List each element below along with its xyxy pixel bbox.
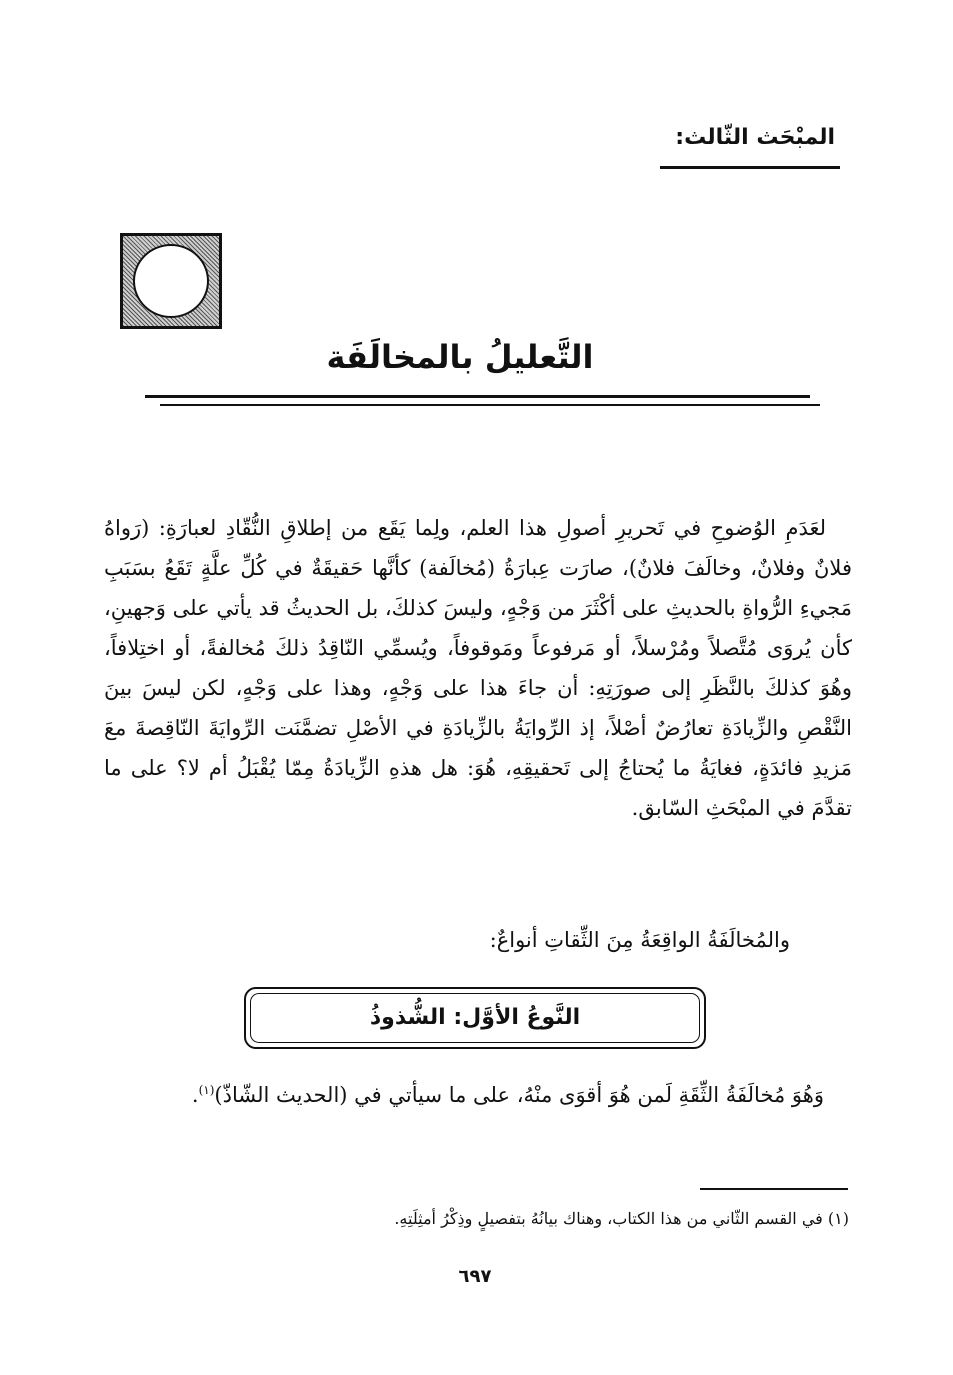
section-label: المبْحَث الثّالث: (675, 125, 835, 150)
footnote-rule (700, 1188, 848, 1190)
title-rule-thin (160, 404, 820, 406)
types-intro: والمُخالَفَةُ الواقِعَةُ مِنَ الثِّقاتِ أنواعٌ: (489, 928, 790, 952)
type-heading: النَّوعُ الأوَّل: الشُّذوذُ (369, 1005, 581, 1030)
footnote: (١) في القسم الثّاني من هذا الكتاب، وهناك بيانُهُ بتفصيلٍ وذِكْرُ أمثِلَتِهِ. (394, 1209, 849, 1228)
page-number: ٦٩٧ (458, 1266, 492, 1287)
shudhudh-definition (104, 1070, 852, 1115)
chapter-title: التَّعليلُ بالمخالَفَة (326, 338, 594, 376)
intro-paragraph: لعَدَمِ الوُضوحِ في تَحريرِ أصولِ هذا العلم، ولِما يَقَع من إطلاقِ النُّقّادِ لعبارَةِ: (رَواهُ فلانٌ وفلانٌ، وخالَفَ فلانٌ)، صارَت عِبارَةُ (مُخالَفة) كأنَّها حَقيقَةٌ في كُلِّ علَّةٍ تَقَعُ بسَبَبِ مَجيءِ الرُّواةِ بالحديثِ على أكْثَرَ من وَجْهٍ، وليسَ كذلكَ، بل الحديثُ قد يأتي على وَجهينِ، كأن يُروَى مُتَّصلاً ومُرْسلاً، أو مَرفوعاً ومَوقوفاً، ويُسمِّي النّاقِدُ ذلكَ مُخالفةً، أو اختِلافاً، وهُوَ كذلكَ بالنَّظَرِ إلى صورَتِهِ: أن جاءَ هذا على وَجْهٍ، وهذا على وَجْهٍ، لكن ليسَ بينَ النَّقْصِ والزِّيادَةِ تعارُضٌ أصْلاً، إذ الرِّوايَةُ بالزِّيادَةِ في الأصْلِ تضمَّنَت الرِّوايَةَ النّاقِصةَ معَ مَزيدِ فائدَةٍ، فغايَةُ ما يُحتاجُ إلى تَحقيقِهِ، هُوَ: هل هذهِ الزِّيادَةُ مِمّا يُقْبَلُ أم لا؟ على ما تقدَّمَ في المبْحَثِ السّابق. (104, 516, 852, 820)
shudhudh-definition-text: وَهُوَ مُخالَفَةُ الثِّقَةِ لَمن هُوَ أقوَى منْهُ، على ما سيأتي في (الحديث الشّاذّ) (214, 1083, 824, 1107)
section-label-underline (660, 166, 840, 169)
footnote-reference: (١) (198, 1083, 215, 1097)
definition-end: . (191, 1083, 199, 1107)
title-rule-thick (145, 395, 810, 398)
ornament-frame (120, 233, 222, 329)
ornament-circle (133, 244, 209, 318)
